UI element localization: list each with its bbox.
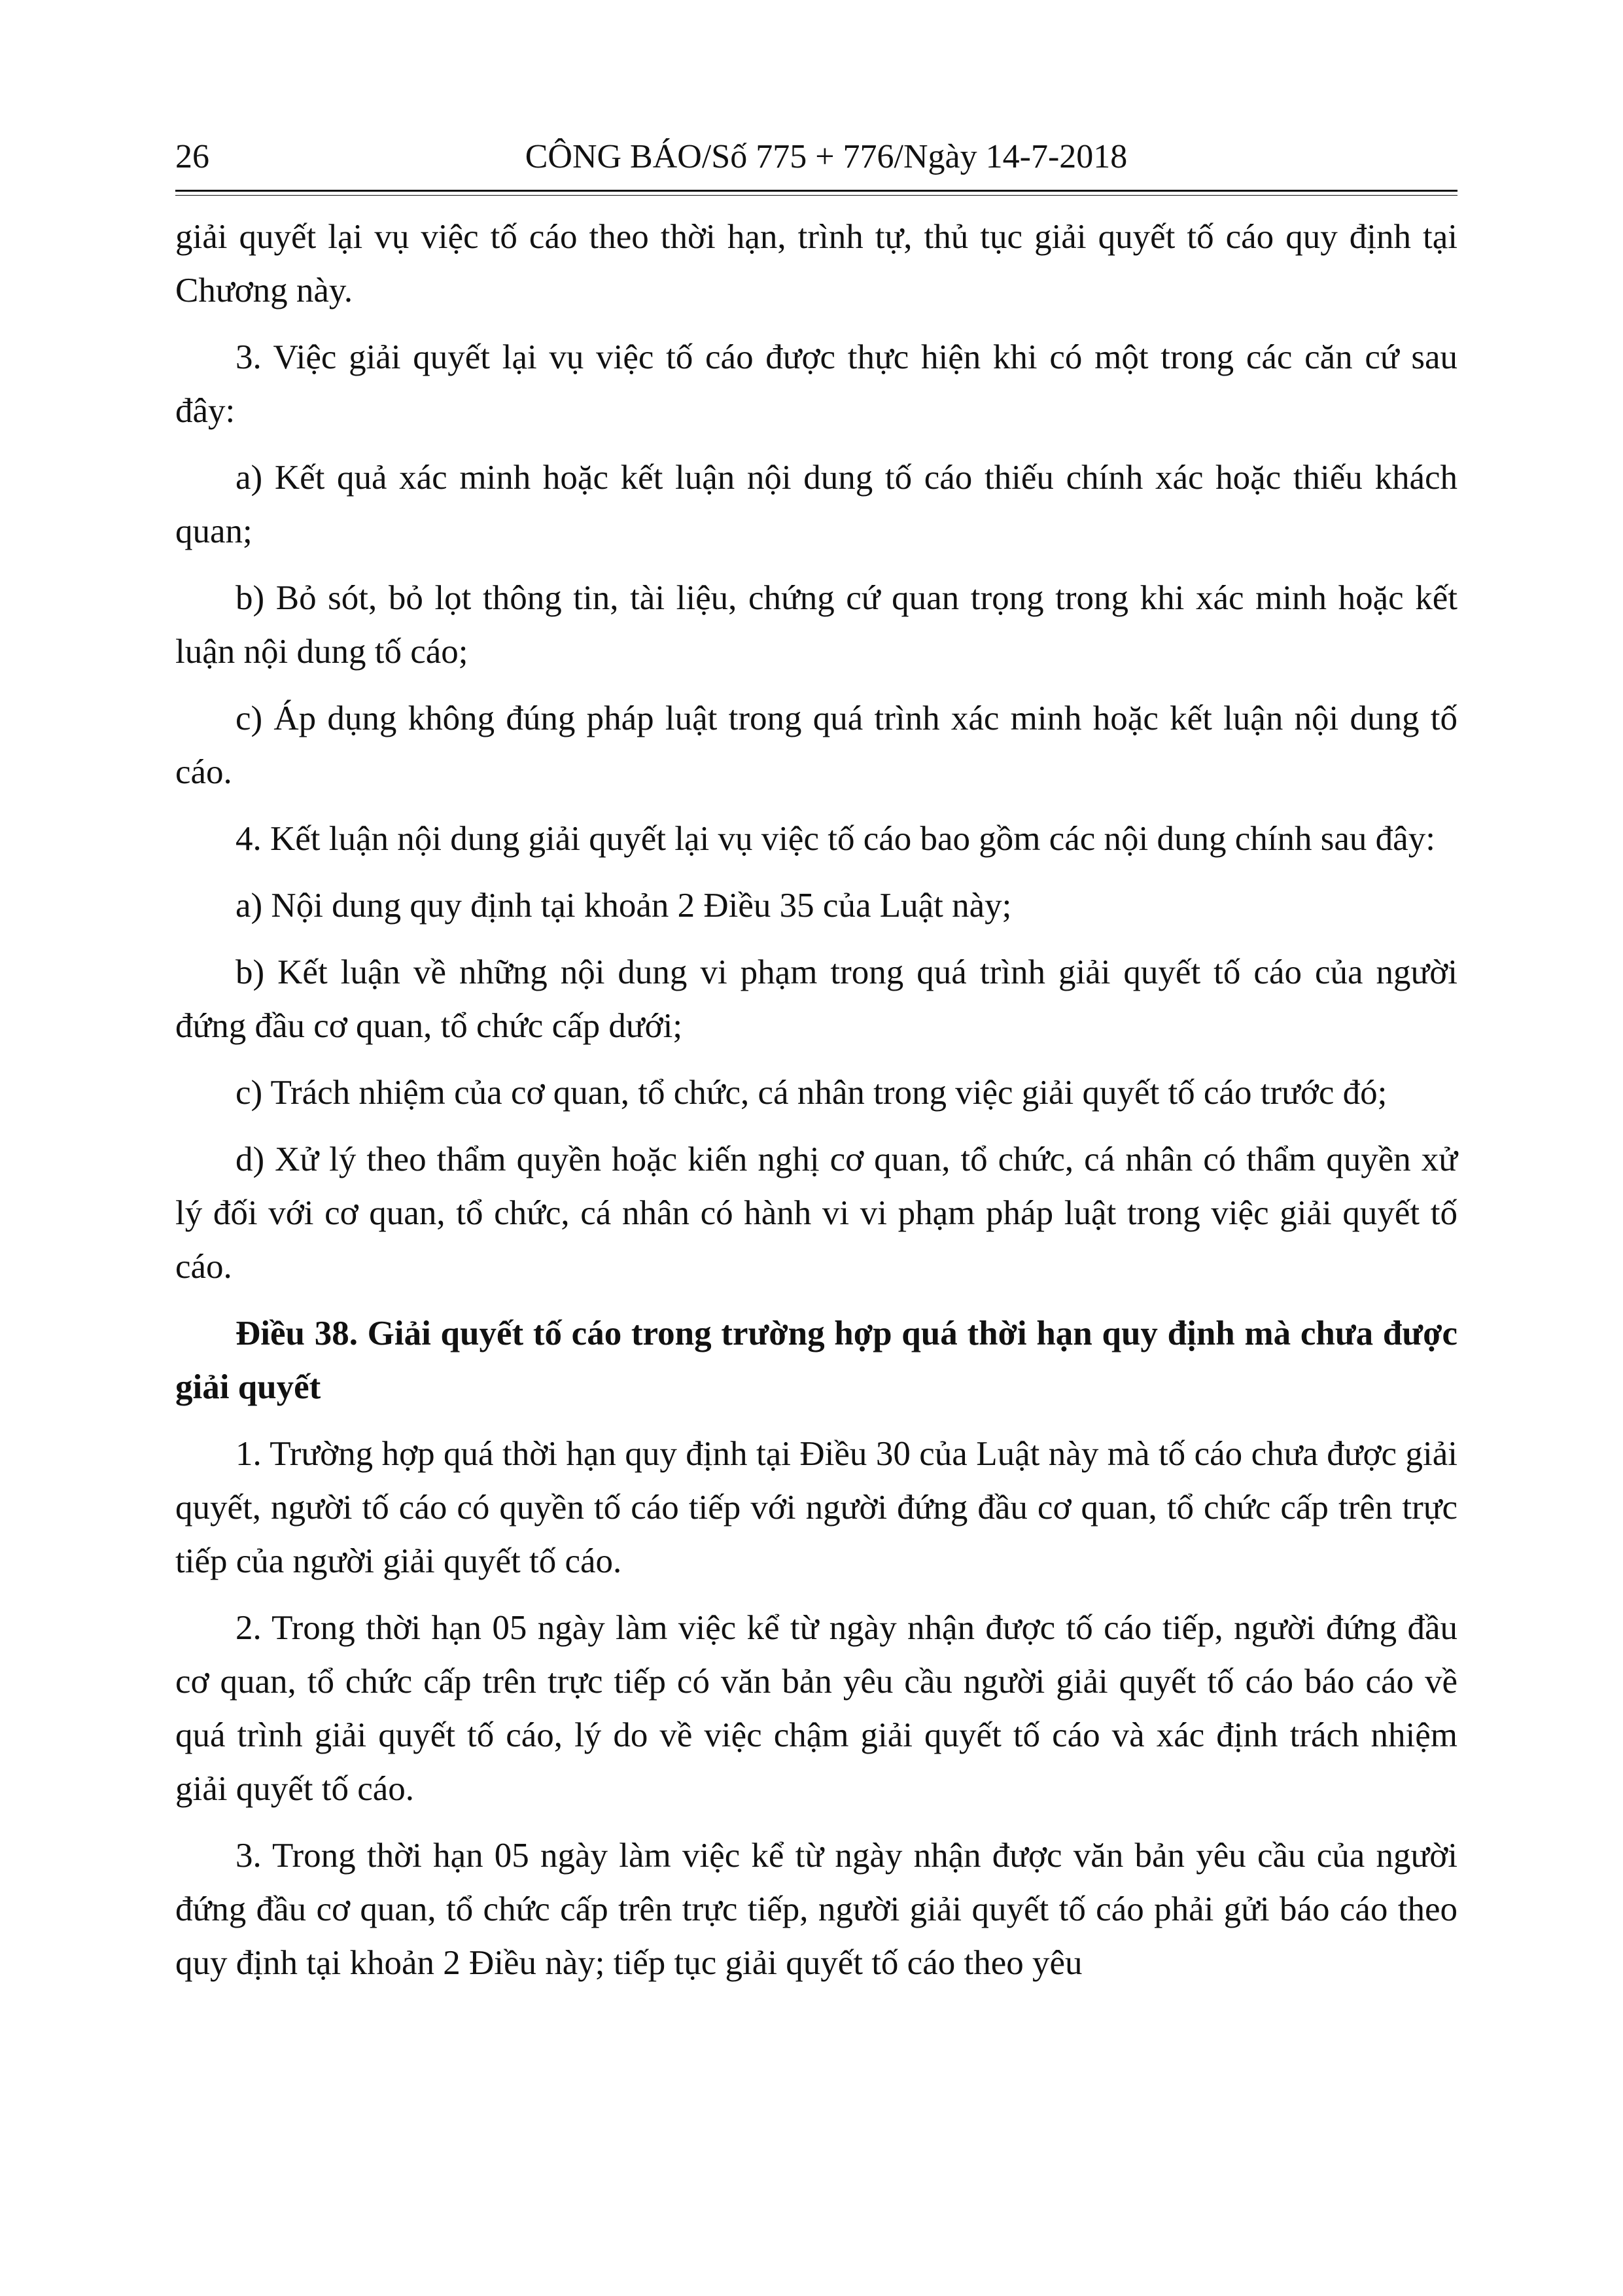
paragraph-point-a: a) Nội dung quy định tại khoản 2 Điều 35 của Luật này;	[236, 887, 1012, 925]
paragraph-point-c: c) Trách nhiệm của cơ quan, tổ chức, cá nhân trong việc giải quyết tố cáo trước đó;	[236, 1074, 1387, 1112]
paragraph-point-a: a) Kết quả xác minh hoặc kết luận nội dung tố cáo thiếu chính xác hoặc thiếu khách quan;	[175, 459, 1457, 550]
paragraph-clause-4: 4. Kết luận nội dung giải quyết lại vụ việc tố cáo bao gồm các nội dung chính sau đây:	[236, 820, 1435, 858]
paragraph-point-b: b) Kết luận về những nội dung vi phạm trong quá trình giải quyết tố cáo của người đứng đầu cơ quan, tổ chức cấp dưới;	[175, 953, 1457, 1045]
paragraph-clause-1: 1. Trường hợp quá thời hạn quy định tại Điều 30 của Luật này mà tố cáo chưa được giải quyết, người tố cáo có quyền tố cáo tiếp với người đứng đầu cơ quan, tổ chức cấp trên trực tiếp của người giải quyết tố cáo.	[175, 1435, 1457, 1580]
paragraph-continuation: giải quyết lại vụ việc tố cáo theo thời hạn, trình tự, thủ tục giải quyết tố cáo quy định tại Chương này.	[175, 218, 1457, 309]
paragraph-clause-3: 3. Việc giải quyết lại vụ việc tố cáo được thực hiện khi có một trong các căn cứ sau đây:	[175, 338, 1457, 430]
paragraph-point-c: c) Áp dụng không đúng pháp luật trong quá trình xác minh hoặc kết luận nội dung tố cáo.	[175, 699, 1457, 791]
paragraph-clause-2: 2. Trong thời hạn 05 ngày làm việc kể từ ngày nhận được tố cáo tiếp, người đứng đầu cơ quan, tổ chức cấp trên trực tiếp có văn bản yêu cầu người giải quyết tố cáo báo cáo về quá trình giải quyết tố cáo, lý do về việc chậm giải quyết tố cáo và xác định trách nhiệm giải quyết tố cáo.	[175, 1609, 1457, 1808]
article-38-heading: Điều 38. Giải quyết tố cáo trong trường hợp quá thời hạn quy định mà chưa được giải quyết	[175, 1315, 1457, 1406]
page-number: 26	[175, 138, 209, 175]
document-page	[175, 131, 1457, 2003]
paragraph-point-b: b) Bỏ sót, bỏ lọt thông tin, tài liệu, chứng cứ quan trọng trong khi xác minh hoặc kết luận nội dung tố cáo;	[175, 579, 1457, 671]
header-rule	[175, 190, 1457, 196]
document-body	[175, 210, 1457, 1990]
running-title: CÔNG BÁO/Số 775 + 776/Ngày 14-7-2018	[525, 138, 1128, 175]
page-header	[175, 131, 1457, 183]
paragraph-point-d: d) Xử lý theo thẩm quyền hoặc kiến nghị cơ quan, tổ chức, cá nhân có thẩm quyền xử lý đối với cơ quan, tổ chức, cá nhân có hành vi vi phạm pháp luật trong việc giải quyết tố cáo.	[175, 1140, 1457, 1286]
paragraph-clause-3: 3. Trong thời hạn 05 ngày làm việc kể từ ngày nhận được văn bản yêu cầu của người đứng đầu cơ quan, tổ chức cấp trên trực tiếp, người giải quyết tố cáo phải gửi báo cáo theo quy định tại khoản 2 Điều này; tiếp tục giải quyết tố cáo theo yêu	[175, 1837, 1457, 1982]
